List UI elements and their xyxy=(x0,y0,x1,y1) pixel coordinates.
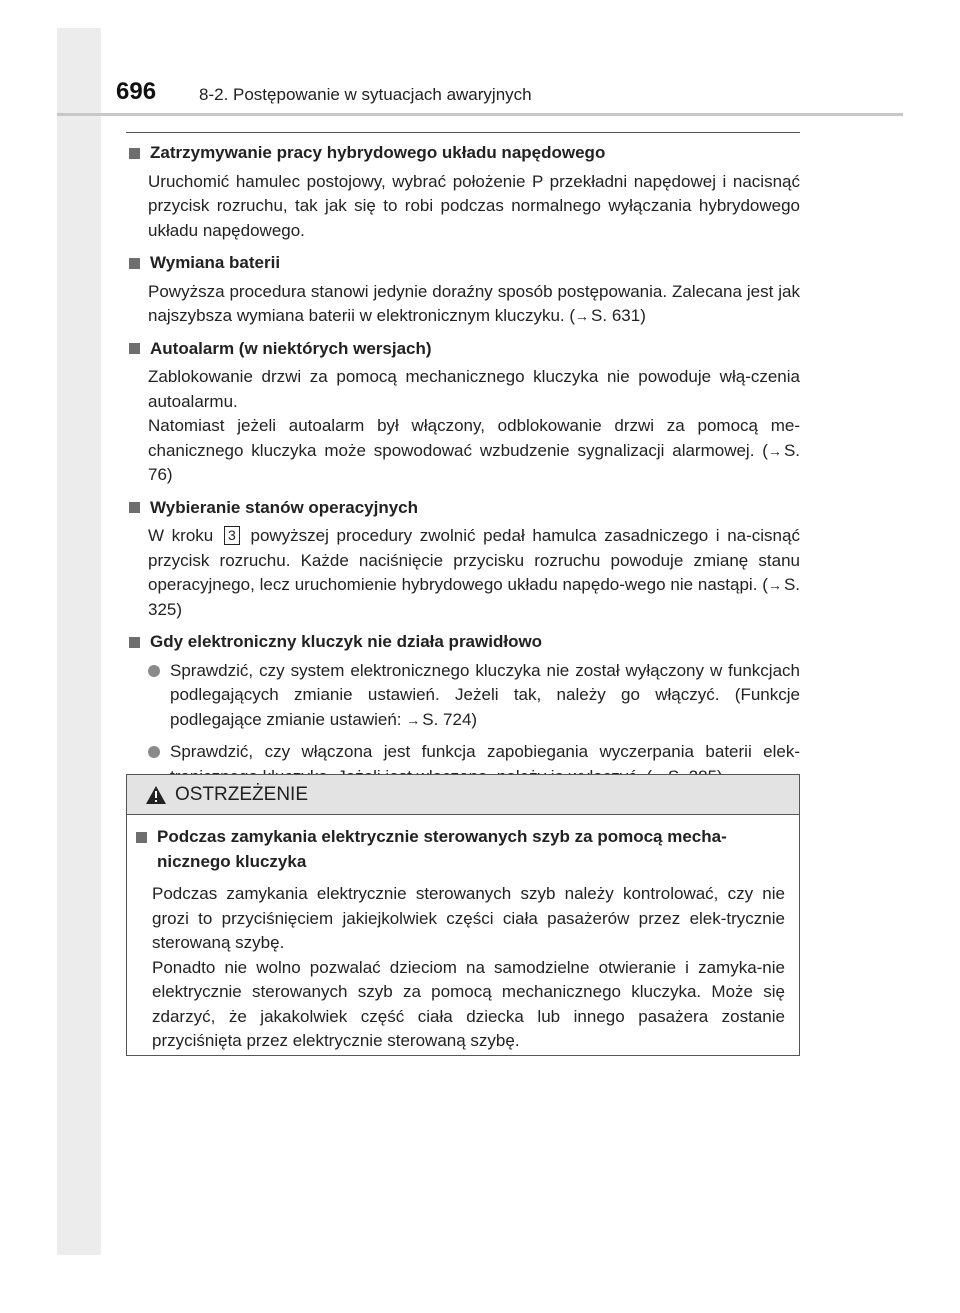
item-heading xyxy=(126,251,800,276)
item-operating-modes xyxy=(126,496,800,623)
item-title: Wymiana baterii xyxy=(150,253,281,272)
square-bullet-icon xyxy=(136,832,147,843)
warning-title: OSTRZEŻENIE xyxy=(175,783,309,805)
square-bullet-icon xyxy=(129,258,140,269)
round-bullet-icon xyxy=(148,665,160,677)
text-segment: W kroku xyxy=(148,526,214,545)
square-bullet-icon xyxy=(129,502,140,513)
arrow-right-icon: → xyxy=(406,711,421,728)
round-bullet-icon xyxy=(148,746,160,758)
arrow-right-icon: → xyxy=(767,442,782,459)
text-segment: Powyższa procedura stanowi jedynie doraźny sposób postępowania. Zalecana jest jak najszybsza wymiana baterii w elektronicznym kluczyku. ( xyxy=(148,281,800,325)
warning-heading-text: Podczas zamykania elektrycznie sterowanych szyb za pomocą mecha-nicznego kluczyka xyxy=(157,827,727,871)
arrow-right-icon: → xyxy=(575,308,590,324)
text-segment: Natomiast jeżeli autoalarm był włączony, odblokowanie drzwi za pomocą me-chanicznego kluczyka może spowodować wzbudzenie sygnalizacji alarmowej. ( xyxy=(148,416,800,460)
text-segment: Sprawdzić, czy system elektronicznego kluczyka nie został wyłączony w funkcjach podlegających zmianie ustawień. Jeżeli tak, należy go włączyć. (Funkcje podlegające zmianie ustawień: xyxy=(170,660,800,729)
bullet-text xyxy=(170,659,800,733)
square-bullet-icon xyxy=(129,148,140,159)
side-band xyxy=(57,28,101,1255)
item-text xyxy=(148,524,800,622)
item-title: Autoalarm (w niektórych wersjach) xyxy=(150,338,432,358)
warning-body xyxy=(127,815,799,1054)
warning-header xyxy=(127,775,799,815)
square-bullet-icon xyxy=(129,637,140,648)
warning-triangle-icon xyxy=(145,785,167,805)
item-title: Gdy elektroniczny kluczyk nie działa prawidłowo xyxy=(150,632,543,651)
item-heading xyxy=(126,496,800,521)
warning-text: Podczas zamykania elektrycznie sterowanych szyb należy kontrolować, czy nie grozi to przyciśnięciem jakiejkolwiek części ciała pasażerów przez elek-trycznie sterowaną szybę. xyxy=(152,884,785,952)
square-bullet-icon xyxy=(129,343,140,354)
page-reference: S. 76) xyxy=(148,440,800,484)
text-segment: Sprawdzić, czy włączona jest funkcja zapobiegania wyczerpania baterii elek- xyxy=(170,742,800,761)
item-car-alarm xyxy=(126,337,800,488)
item-stopping-hybrid xyxy=(126,141,800,243)
item-battery-replacement xyxy=(126,251,800,329)
item-title: Zatrzymywanie pracy hybrydowego układu napędowego xyxy=(150,143,606,162)
bullet-item xyxy=(148,659,800,733)
warning-text: Ponadto nie wolno pozwalać dzieciom na samodzielne otwieranie i zamyka-nie elektrycznie sterowanych szyb za pomocą mechanicznego kluczyka. Może się zdarzyć, że jakakolwiek część ciała dziecka lub innego pasażera zostanie przyciśnięta przez elektrycznie sterowaną szybę. xyxy=(152,957,785,1050)
page-reference: S. 631) xyxy=(591,306,646,325)
item-title: Wybieranie stanów operacyjnych xyxy=(150,497,418,517)
item-heading xyxy=(126,630,800,655)
item-text: Zablokowanie drzwi za pomocą mechanicznego kluczyka nie powoduje włą-czenia autoalarmu. xyxy=(148,367,800,411)
content xyxy=(126,141,800,797)
arrow-right-icon: → xyxy=(767,577,782,593)
item-heading xyxy=(126,141,800,166)
item-text xyxy=(148,414,800,488)
page-reference: S. 724) xyxy=(422,709,478,729)
step-number-badge: 3 xyxy=(224,526,240,545)
item-key-malfunction xyxy=(126,630,800,789)
warning-heading xyxy=(133,825,785,874)
page-number: 696 xyxy=(116,78,157,105)
page-reference: S. 325) xyxy=(148,575,800,619)
content-rule xyxy=(126,132,800,133)
header-rule xyxy=(57,113,903,116)
text-segment: powyższej procedury zwolnić pedał hamulca zasadniczego i na-cisnąć przycisk rozruchu. Każde naciśnięcie przycisku rozruchu powoduje zmianę stanu operacyjnego, lecz uruchomienie hybrydowego układu napędo-wego nie nastąpi. ( xyxy=(148,526,800,594)
item-heading xyxy=(126,337,800,362)
item-text: Uruchomić hamulec postojowy, wybrać położenie P przekładni napędowej i nacisnąć przycisk rozruchu, tak jak się to robi podczas normalnego wyłączania hybrydowego układu napędowego. xyxy=(148,171,800,240)
warning-box xyxy=(126,774,800,1056)
item-text xyxy=(148,280,800,329)
section-title: 8-2. Postępowanie w sytuacjach awaryjnych xyxy=(199,85,532,104)
